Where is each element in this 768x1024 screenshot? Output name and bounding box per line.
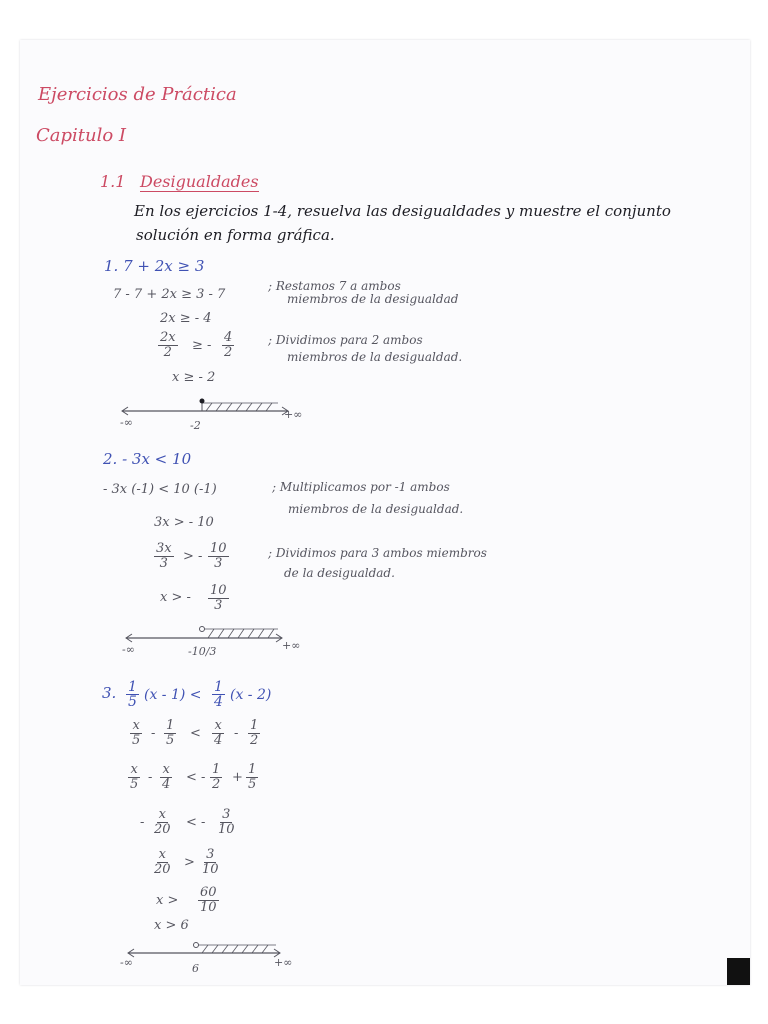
ex3-r4-relation: > xyxy=(184,855,195,870)
ex3-label-end: (x - 2) xyxy=(230,687,272,703)
ex1-fraction-rhs: $\frac{4}{2}$ xyxy=(224,330,233,360)
ex3-r2-fraction-d: $\frac{1}{5}$ xyxy=(248,762,257,792)
exercise-2-label: 2. - 3x < 10 xyxy=(103,450,192,468)
ex1-step-1: 7 - 7 + 2x ≥ 3 - 7 xyxy=(113,287,226,302)
ex2-step-4-lhs: x > - xyxy=(160,590,191,605)
ex2-step-1: - 3x (-1) < 10 (-1) xyxy=(103,482,217,497)
ex2-note-2a: ; Dividimos para 3 ambos miembros xyxy=(268,546,487,560)
scan-corner-shadow xyxy=(727,958,750,985)
ex3-r5-fraction: $\frac{60}{10}$ xyxy=(200,885,217,915)
open-point-icon xyxy=(200,627,205,632)
ex2-step-4-fraction: $\frac{10}{3}$ xyxy=(210,583,227,613)
ex3-r6: x > 6 xyxy=(154,918,189,933)
ex2-note-2b: de la desigualdad. xyxy=(284,566,395,580)
ex1-fraction-lhs: $\frac{2x}{2}$ xyxy=(160,330,176,360)
ex2-relation: > - xyxy=(183,549,203,564)
ex2-nl-right: +∞ xyxy=(282,639,301,652)
ex3-r1-fraction-a: $\frac{x}{5}$ xyxy=(132,718,141,748)
ex2-nl-point: -10/3 xyxy=(188,645,217,658)
ex3-r1-fraction-c: $\frac{x}{4}$ xyxy=(214,718,223,748)
ex2-fraction-lhs: $\frac{3x}{3}$ xyxy=(156,541,172,571)
ex3-r3-fraction-b: $\frac{3}{10}$ xyxy=(218,807,235,837)
ex3-r4-fraction-a: $\frac{x}{20}$ xyxy=(154,847,171,877)
chapter-title: Capitulo I xyxy=(36,125,127,146)
ex3-label-middle: (x - 1) < xyxy=(144,687,202,703)
ex1-nl-left: -∞ xyxy=(120,416,133,429)
ex1-note-2b: miembros de la desigualdad. xyxy=(287,350,463,364)
closed-point-icon xyxy=(200,399,205,404)
section-title: Desigualdades xyxy=(140,172,259,191)
ex2-number-line xyxy=(122,623,302,647)
ex1-step-2: 2x ≥ - 4 xyxy=(160,311,212,326)
section-number: 1.1 xyxy=(100,172,126,191)
ex1-note-2a: ; Dividimos para 2 ambos xyxy=(268,333,423,347)
ex3-label-fraction-2: $\frac{1}{4}$ xyxy=(214,679,223,710)
ex3-nl-left: -∞ xyxy=(120,956,133,969)
ex3-r1-relation: < xyxy=(190,726,201,741)
ex1-step-4: x ≥ - 2 xyxy=(172,370,216,385)
ex3-r5-lhs: x > xyxy=(156,893,179,908)
ex3-nl-right: +∞ xyxy=(274,956,293,969)
ex3-r2-op1: - xyxy=(148,770,153,785)
ex2-nl-left: -∞ xyxy=(122,643,135,656)
ex3-r2-op2: + xyxy=(232,770,243,785)
exercise-1-label: 1. 7 + 2x ≥ 3 xyxy=(104,257,205,275)
exercise-3-number: 3. xyxy=(102,684,117,702)
instruction-line-2: solución en forma gráfica. xyxy=(136,226,335,244)
ex3-r3-fraction-a: $\frac{x}{20}$ xyxy=(154,807,171,837)
ex3-r1-fraction-d: $\frac{1}{2}$ xyxy=(250,718,259,748)
ex3-r3-relation: < - xyxy=(186,815,206,830)
ex3-r2-relation: < - xyxy=(186,770,206,785)
ex1-note-1b: miembros de la desigualdad xyxy=(287,292,459,306)
ex3-nl-point: 6 xyxy=(192,962,199,975)
ex3-r2-fraction-b: $\frac{x}{4}$ xyxy=(162,762,171,792)
ex3-r4-fraction-b: $\frac{3}{10}$ xyxy=(202,847,219,877)
open-point-icon xyxy=(194,943,199,948)
ex2-step-2: 3x > - 10 xyxy=(154,515,214,530)
ex2-note-1a: ; Multiplicamos por -1 ambos xyxy=(272,480,450,494)
ex2-note-1b: miembros de la desigualdad. xyxy=(288,502,464,516)
ex2-fraction-rhs: $\frac{10}{3}$ xyxy=(210,541,227,571)
ex1-relation: ≥ - xyxy=(192,338,212,353)
ex1-nl-right: +∞ xyxy=(284,408,303,421)
ex3-r1-fraction-b: $\frac{1}{5}$ xyxy=(166,718,175,748)
page-title: Ejercicios de Práctica xyxy=(38,84,237,105)
ex3-r3-prefix: - xyxy=(140,815,145,830)
ex3-r1-op1: - xyxy=(151,726,156,741)
ex3-r1-op2: - xyxy=(234,726,239,741)
ex1-nl-point: -2 xyxy=(190,419,201,432)
ex1-number-line xyxy=(118,396,298,420)
ex3-label-fraction-1: $\frac{1}{5}$ xyxy=(128,679,137,710)
ex1-note-1a: ; Restamos 7 a ambos xyxy=(268,279,401,293)
ex3-r2-fraction-a: $\frac{x}{5}$ xyxy=(130,762,139,792)
instruction-line-1: En los ejercicios 1-4, resuelva las desigualdades y muestre el conjunto xyxy=(134,202,671,220)
ex3-r2-fraction-c: $\frac{1}{2}$ xyxy=(212,762,221,792)
